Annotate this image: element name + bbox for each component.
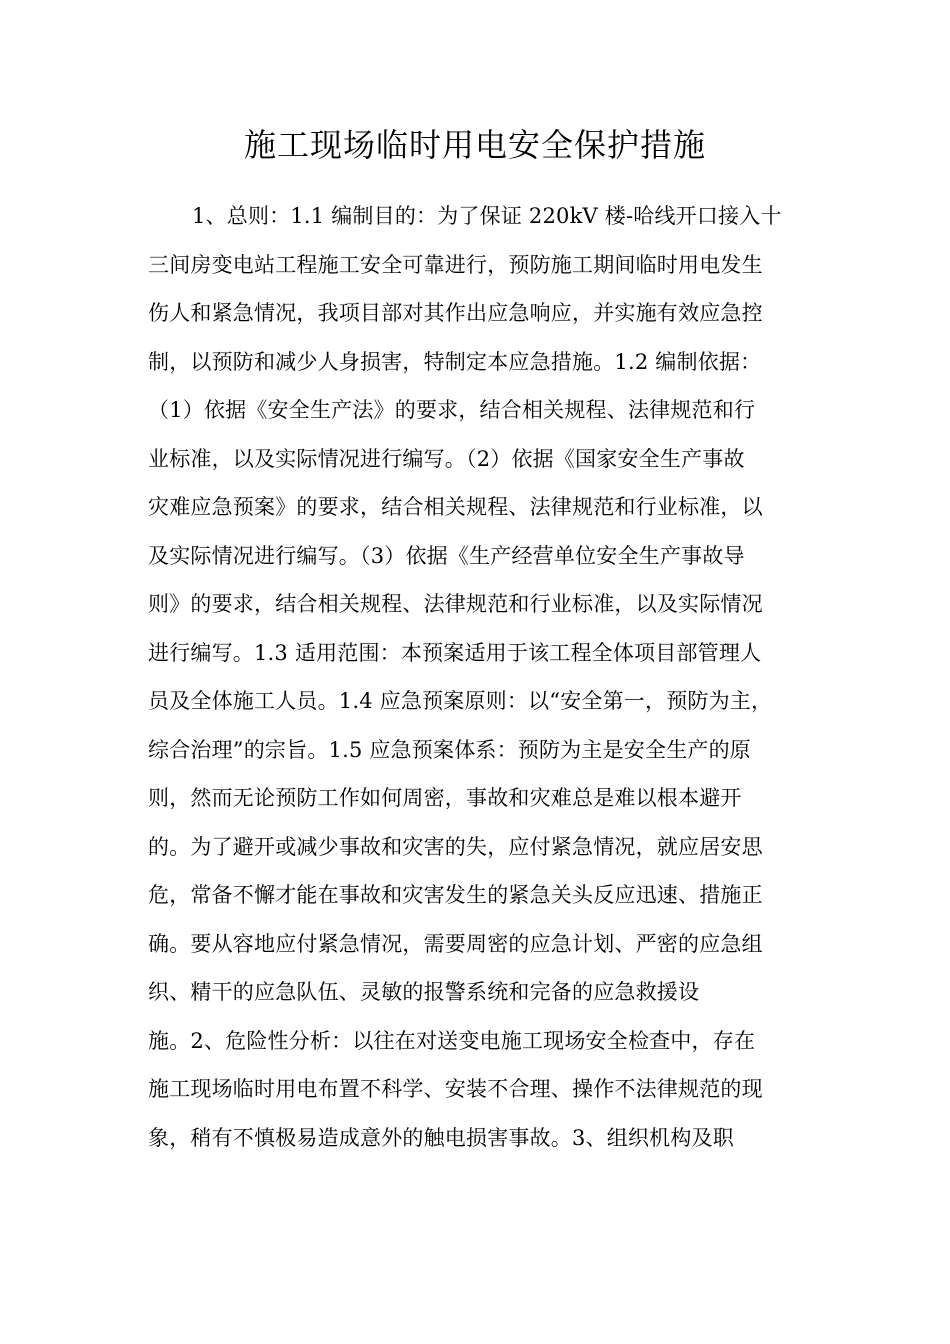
text-line: 危，常备不懈才能在事故和灾害发生的紧急关头反应迅速、措施正 xyxy=(148,883,763,907)
text-line: 则》的要求，结合相关规程、法律规范和行业标准，以及实际情况 xyxy=(148,592,763,616)
document-body xyxy=(148,192,808,1162)
text-line: 则，然而无论预防工作如何周密，事故和灾难总是难以根本避开 xyxy=(148,786,742,810)
text-line: 的。为了避开或减少事故和灾害的失，应付紧急情况，就应居安思 xyxy=(148,834,763,859)
text-line: 及实际情况进行编写。（3）依据《生产经营单位安全生产事故导 xyxy=(148,543,745,568)
document-title: 施工现场临时用电安全保护措施 xyxy=(243,126,706,164)
text-line: 业标准，以及实际情况进行编写。（2）依据《国家安全生产事故 xyxy=(148,446,745,471)
text-line: 员及全体施工人员。1.4 应急预案原则：以“安全第一，预防为主， xyxy=(148,689,773,713)
text-line: 确。要从容地应付紧急情况，需要周密的应急计划、严密的应急组 xyxy=(148,931,763,956)
text-line: 象，稍有不慎极易造成意外的触电损害事故。3、组织机构及职 xyxy=(148,1125,734,1150)
text-line: 织、精干的应急队伍、灵敏的报警系统和完备的应急救援设 xyxy=(148,980,700,1004)
text-line: 三间房变电站工程施工安全可靠进行，预防施工期间临时用电发生 xyxy=(148,252,763,277)
text-line: 1、总则：1.1 编制目的：为了保证 220kV 楼-哈线开口接入十 xyxy=(192,204,782,228)
text-line: 制，以预防和减少人身损害，特制定本应急措施。1.2 编制依据： xyxy=(148,349,762,374)
text-line: 灾难应急预案》的要求，结合相关规程、法律规范和行业标准，以 xyxy=(148,495,763,519)
text-line: 进行编写。1.3 适用范围：本预案适用于该工程全体项目部管理人 xyxy=(148,640,762,665)
text-line: 伤人和紧急情况，我项目部对其作出应急响应，并实施有效应急控 xyxy=(148,301,763,325)
text-line: 施。2、危险性分析：以往在对送变电施工现场安全检查中，存在 xyxy=(148,1028,756,1053)
text-line: 施工现场临时用电布置不科学、安装不合理、操作不法律规范的现 xyxy=(148,1077,763,1101)
text-line: 综合治理”的宗旨。1.5 应急预案体系：预防为主是安全生产的原 xyxy=(148,737,752,762)
text-line: （1）依据《安全生产法》的要求，结合相关规程、法律规范和行 xyxy=(148,398,756,422)
